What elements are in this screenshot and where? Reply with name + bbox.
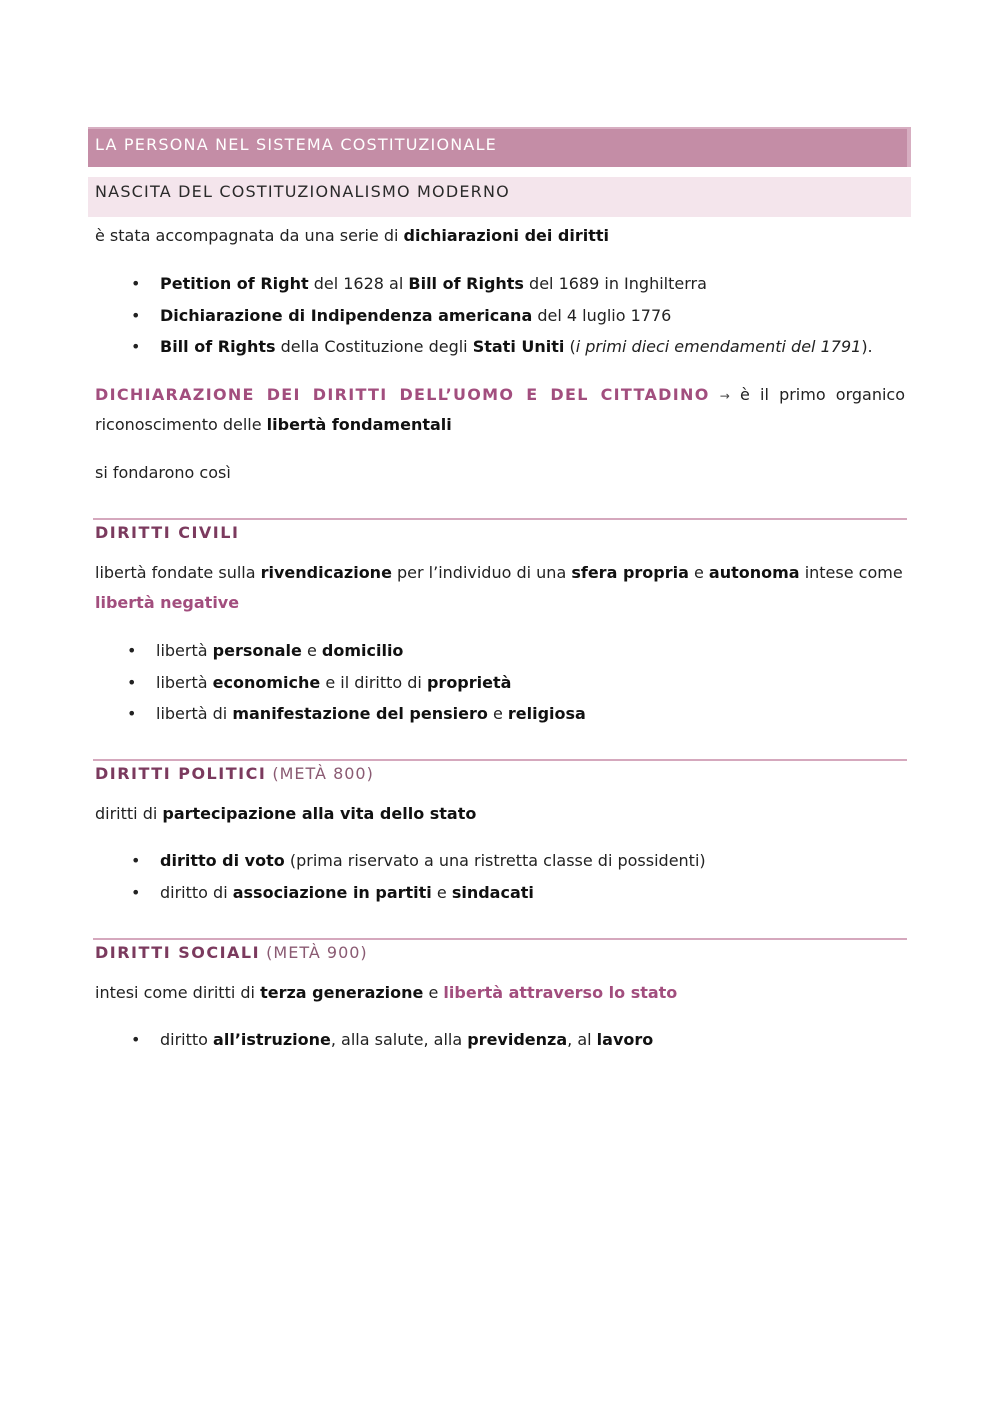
intro-paragraph — [95, 226, 609, 245]
ddu-bold: libertà fondamentali — [266, 415, 452, 434]
sociali-paragraph — [95, 983, 677, 1002]
list-item-text: libertà — [156, 673, 213, 692]
document-title: LA PERSONA NEL SISTEMA COSTITUZIONALE — [95, 135, 497, 154]
civili-bold: sfera propria — [571, 563, 689, 582]
civili-highlight: libertà negative — [95, 593, 240, 612]
list-item-italic: i primi dieci emendamenti del 1791 — [575, 337, 862, 356]
civili-text: per l’individuo di una — [391, 563, 572, 582]
sociali-text: e — [423, 983, 444, 1002]
bullet-icon: • — [131, 337, 141, 356]
politici-paragraph — [95, 804, 476, 823]
civili-paragraph-line2 — [95, 593, 239, 612]
list-item-text: della Costituzione degli — [275, 337, 473, 356]
ddu-text: riconoscimento delle — [95, 415, 267, 434]
founded-paragraph: si fondarono così — [95, 463, 231, 482]
list-item-bold: domicilio — [321, 641, 404, 660]
civili-text: intese come — [799, 563, 903, 582]
list-item-bold: religiosa — [507, 704, 586, 723]
bullet-icon: • — [131, 274, 141, 293]
list-item-bold: Stati Uniti — [472, 337, 565, 356]
section-heading-sociali — [95, 943, 368, 962]
list-item-bold: diritto di voto — [160, 851, 285, 870]
civili-text: e — [688, 563, 709, 582]
politici-text: diritti di — [95, 804, 163, 823]
heading-text: DIRITTI POLITICI — [95, 764, 267, 783]
list-item-text: libertà — [156, 641, 213, 660]
list-item — [131, 337, 873, 356]
civili-text: libertà fondate sulla — [95, 563, 261, 582]
heading-note: (METÀ 800) — [266, 764, 374, 783]
list-item-bold: sindacati — [451, 883, 534, 902]
list-item-bold: all’istruzione — [213, 1030, 331, 1049]
list-item-text: , al — [567, 1030, 597, 1049]
heading-text: DIRITTI SOCIALI — [95, 943, 261, 962]
list-item-text: e — [301, 641, 322, 660]
list-item-text: , alla salute, alla — [330, 1030, 468, 1049]
list-item — [127, 641, 404, 660]
list-item — [127, 673, 512, 692]
list-item-text: diritto di — [160, 883, 233, 902]
list-item-bold: Petition of Right — [160, 274, 309, 293]
list-item — [131, 274, 707, 293]
bullet-icon: • — [131, 851, 141, 870]
list-item-text: del 4 luglio 1776 — [532, 306, 672, 325]
list-item — [131, 851, 706, 870]
arrow-icon: → — [719, 389, 730, 403]
list-item-bold: Bill of Rights — [160, 337, 276, 356]
heading-note: (METÀ 900) — [260, 943, 368, 962]
bullet-icon: • — [131, 306, 141, 325]
bullet-icon: • — [127, 641, 137, 660]
list-item — [127, 704, 586, 723]
list-item-text: del 1628 al — [308, 274, 409, 293]
bullet-icon: • — [131, 883, 141, 902]
intro-text: è stata accompagnata da una serie di — [95, 226, 404, 245]
list-item — [131, 306, 672, 325]
bullet-icon: • — [131, 1030, 141, 1049]
list-item — [131, 1030, 654, 1049]
civili-paragraph — [95, 563, 903, 582]
civili-bold: autonoma — [708, 563, 800, 582]
section-divider — [93, 518, 907, 520]
civili-bold: rivendicazione — [260, 563, 392, 582]
ddu-paragraph-line2 — [95, 415, 452, 434]
intro-bold: dichiarazioni dei diritti — [403, 226, 610, 245]
list-item-bold: Bill of Rights — [408, 274, 524, 293]
list-item-text: diritto — [160, 1030, 214, 1049]
list-item-bold: manifestazione del pensiero — [232, 704, 488, 723]
bullet-icon: • — [127, 673, 137, 692]
sociali-bold: terza generazione — [260, 983, 424, 1002]
list-item-text: ). — [861, 337, 873, 356]
ddu-text: è il primo organico — [740, 385, 906, 404]
ddu-paragraph-line1 — [95, 385, 905, 404]
section-subtitle: NASCITA DEL COSTITUZIONALISMO MODERNO — [95, 182, 510, 201]
subtitle-band — [88, 177, 911, 217]
section-heading-civili: DIRITTI CIVILI — [95, 523, 240, 542]
bullet-icon: • — [127, 704, 137, 723]
list-item-bold: economiche — [212, 673, 321, 692]
section-heading-politici — [95, 764, 374, 783]
list-item-bold: lavoro — [596, 1030, 654, 1049]
list-item-bold: proprietà — [426, 673, 512, 692]
list-item-bold: Dichiarazione di Indipendenza americana — [160, 306, 533, 325]
list-item-text: e — [431, 883, 452, 902]
list-item-text: del 1689 in Inghilterra — [523, 274, 707, 293]
section-divider — [93, 759, 907, 761]
list-item-text: libertà di — [156, 704, 233, 723]
list-item — [131, 883, 534, 902]
ddu-title: DICHIARAZIONE DEI DIRITTI DELL’UOMO E DEL CITTADINO — [95, 385, 710, 404]
list-item-bold: previdenza — [467, 1030, 568, 1049]
sociali-highlight: libertà attraverso lo stato — [443, 983, 678, 1002]
section-divider — [93, 938, 907, 940]
list-item-text: e — [487, 704, 508, 723]
list-item-bold: associazione in partiti — [232, 883, 432, 902]
politici-bold: partecipazione alla vita dello stato — [162, 804, 477, 823]
list-item-text: ( — [564, 337, 576, 356]
list-item-text: (prima riservato a una ristretta classe di possidenti) — [284, 851, 706, 870]
list-item-text: e il diritto di — [320, 673, 427, 692]
title-band — [88, 127, 911, 167]
sociali-text: intesi come diritti di — [95, 983, 261, 1002]
list-item-bold: personale — [212, 641, 302, 660]
